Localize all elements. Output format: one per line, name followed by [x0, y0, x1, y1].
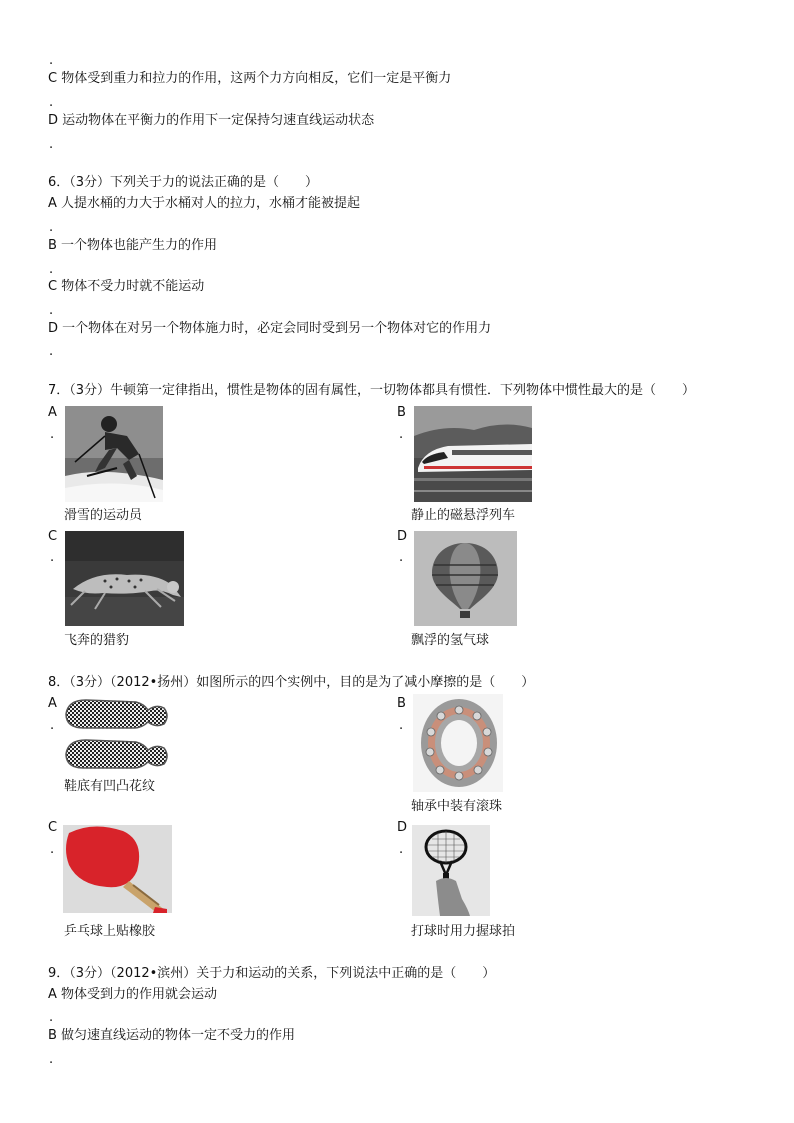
option-dot: .	[399, 550, 404, 565]
q7-option-c-letter: C	[48, 529, 58, 544]
cheetah-image	[65, 531, 184, 626]
option-dot: .	[49, 95, 54, 110]
q9-option-b: B 做匀速直线运动的物体一定不受力的作用	[48, 1028, 296, 1043]
option-dot: .	[399, 427, 404, 442]
shoe-sole-image	[62, 694, 170, 774]
question-9-stem: 9．（3分）（2012•滨州）关于力和运动的关系，下列说法中正确的是（ ）	[48, 966, 496, 981]
option-dot: .	[49, 137, 54, 152]
option-dot: .	[49, 1052, 54, 1067]
option-dot: .	[49, 220, 54, 235]
q8-option-d-caption: 打球时用力握球拍	[411, 924, 516, 939]
option-dot: .	[49, 53, 54, 68]
question-8-stem: 8．（3分）（2012•扬州）如图所示的四个实例中，目的是为了减小摩擦的是（ ）	[48, 675, 535, 690]
skier-image	[65, 406, 163, 502]
option-dot: .	[399, 718, 404, 733]
q8-option-c-letter: C	[48, 820, 58, 835]
q7-option-b-letter: B	[397, 405, 406, 420]
q8-option-a-caption: 鞋底有凹凸花纹	[64, 779, 156, 794]
option-c-text: C 物体受到重力和拉力的作用，这两个力方向相反，它们一定是平衡力	[48, 71, 452, 86]
hot-air-balloon-image	[414, 531, 517, 626]
option-dot: .	[50, 550, 55, 565]
q7-option-d-caption: 飘浮的氢气球	[411, 633, 490, 648]
option-dot: .	[399, 842, 404, 857]
q7-option-a-caption: 滑雪的运动员	[64, 508, 143, 523]
option-dot: .	[49, 1010, 54, 1025]
q8-option-a-letter: A	[48, 696, 57, 711]
ping-pong-paddle-image	[63, 825, 172, 913]
q7-option-d-letter: D	[397, 529, 408, 544]
q6-option-d: D 一个物体在对另一个物体施力时，必定会同时受到另一个物体对它的作用力	[48, 321, 492, 336]
option-dot: .	[49, 303, 54, 318]
q7-option-a-letter: A	[48, 405, 57, 420]
option-dot: .	[49, 344, 54, 359]
q6-option-c: C 物体不受力时就不能运动	[48, 279, 205, 294]
option-d-text: D 运动物体在平衡力的作用下一定保持匀速直线运动状态	[48, 113, 375, 128]
q7-option-b-caption: 静止的磁悬浮列车	[411, 508, 516, 523]
tennis-racket-grip-image	[412, 825, 490, 916]
q8-option-b-letter: B	[397, 696, 406, 711]
ball-bearing-image	[413, 694, 503, 792]
maglev-train-image	[414, 406, 532, 502]
q8-option-c-caption: 乒乓球上贴橡胶	[64, 924, 156, 939]
option-dot: .	[50, 718, 55, 733]
option-dot: .	[50, 842, 55, 857]
q8-option-d-letter: D	[397, 820, 408, 835]
q6-option-b: B 一个物体也能产生力的作用	[48, 238, 218, 253]
question-6-stem: 6．（3分）下列关于力的说法正确的是（ ）	[48, 175, 319, 190]
option-dot: .	[50, 427, 55, 442]
question-7-stem: 7．（3分）牛顿第一定律指出，惯性是物体的固有属性，一切物体都具有惯性．下列物体中惯性最大的是（ ）	[48, 383, 696, 398]
q9-option-a: A 物体受到力的作用就会运动	[48, 987, 218, 1002]
option-dot: .	[49, 262, 54, 277]
q6-option-a: A 人提水桶的力大于水桶对人的拉力，水桶才能被提起	[48, 196, 361, 211]
q7-option-c-caption: 飞奔的猎豹	[64, 633, 130, 648]
q8-option-b-caption: 轴承中装有滚珠	[411, 799, 503, 814]
